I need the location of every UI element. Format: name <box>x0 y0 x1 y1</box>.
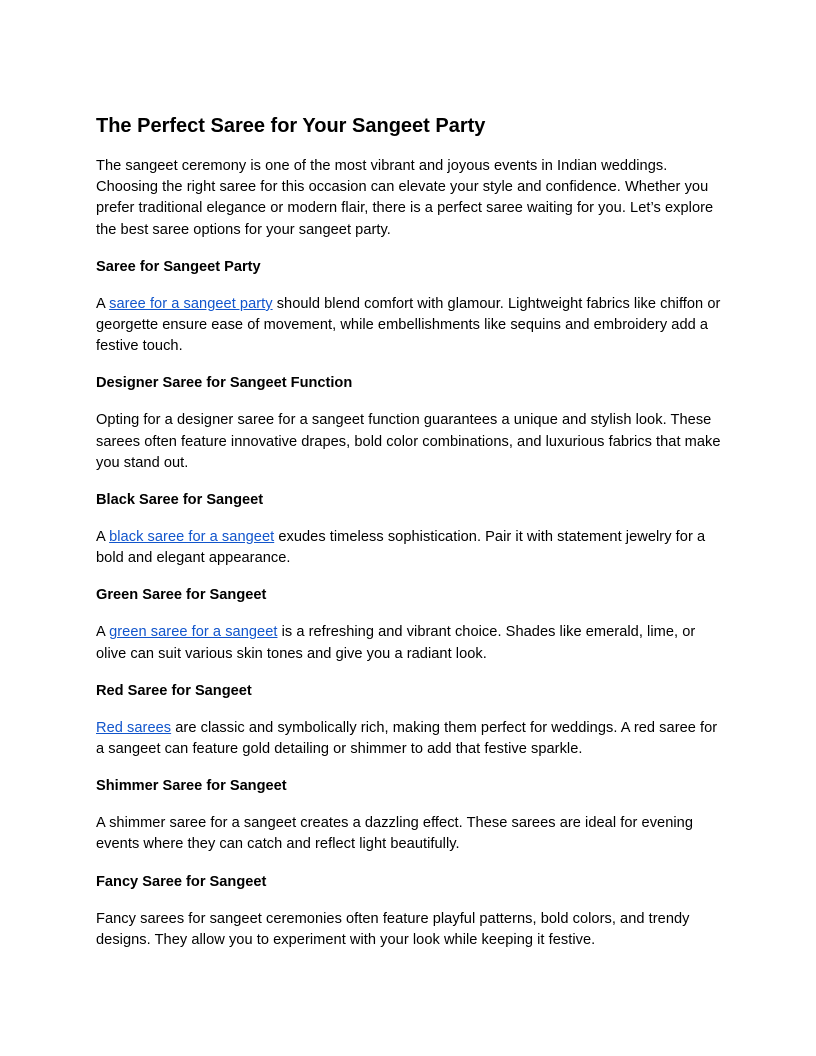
section-green-saree <box>96 585 726 664</box>
green-saree-link[interactable]: green saree for a sangeet <box>109 624 278 641</box>
section-paragraph: A shimmer saree for a sangeet creates a dazzling effect. These sarees are ideal for evening events where they can catch and reflect light beautifully. <box>96 815 694 853</box>
intro-paragraph: The sangeet ceremony is one of the most vibrant and joyous events in Indian weddings. Choosing the right saree for this occasion can elevate your style and confidence. Whether you prefer traditional elegance or modern flair, there is a perfect saree waiting for you. Let’s explore the best saree options for your sangeet party. <box>96 158 714 238</box>
paragraph-text: exudes timeless sophistication. Pair it with statement jewelry for a bold and elegant appearance. <box>96 529 706 567</box>
page-title: The Perfect Saree for Your Sangeet Party <box>96 115 486 137</box>
section-red-saree <box>96 681 726 760</box>
red-sarees-link[interactable]: Red sarees <box>96 719 172 736</box>
paragraph-text: A <box>96 624 110 641</box>
section-paragraph: Fancy sarees for sangeet ceremonies often feature playful patterns, bold colors, and trendy designs. They allow you to experiment with your look while keeping it festive. <box>96 910 690 948</box>
section-heading: Black Saree for Sangeet <box>96 492 264 509</box>
section-paragraph <box>96 622 726 664</box>
section-fancy-saree <box>96 872 726 951</box>
saree-for-sangeet-party-link[interactable]: saree for a sangeet party <box>109 295 273 312</box>
document-page <box>96 112 726 951</box>
section-paragraph <box>96 718 726 760</box>
section-black-saree <box>96 490 726 569</box>
paragraph-text: are classic and symbolically rich, making them perfect for weddings. A red saree for a sangeet can feature gold detailing or shimmer to add that festive sparkle. <box>96 719 718 758</box>
paragraph-text: is a refreshing and vibrant choice. Shades like emerald, lime, or olive can suit various skin tones and give you a radiant look. <box>96 624 696 662</box>
paragraph-text: should blend comfort with glamour. Lightweight fabrics like chiffon or georgette ensure ease of movement, while embellishments like sequins and embroidery add a festive touch. <box>96 295 721 355</box>
section-saree-for-sangeet-party <box>96 257 726 358</box>
section-paragraph: Opting for a designer saree for a sangeet function guarantees a unique and stylish look. These sarees often feature innovative drapes, bold color combinations, and luxurious fabrics that make you stand out. <box>96 412 721 471</box>
section-heading: Green Saree for Sangeet <box>96 587 267 604</box>
section-shimmer-saree <box>96 776 726 855</box>
section-designer-saree <box>96 373 726 474</box>
section-paragraph <box>96 527 726 569</box>
paragraph-text: A <box>96 529 110 546</box>
section-heading: Fancy Saree for Sangeet <box>96 873 267 890</box>
section-heading: Saree for Sangeet Party <box>96 258 261 275</box>
black-saree-link[interactable]: black saree for a sangeet <box>109 529 275 546</box>
paragraph-text: A <box>96 295 110 312</box>
section-heading: Red Saree for Sangeet <box>96 682 252 699</box>
section-heading: Shimmer Saree for Sangeet <box>96 778 287 795</box>
section-paragraph <box>96 294 726 358</box>
section-heading: Designer Saree for Sangeet Function <box>96 375 353 392</box>
